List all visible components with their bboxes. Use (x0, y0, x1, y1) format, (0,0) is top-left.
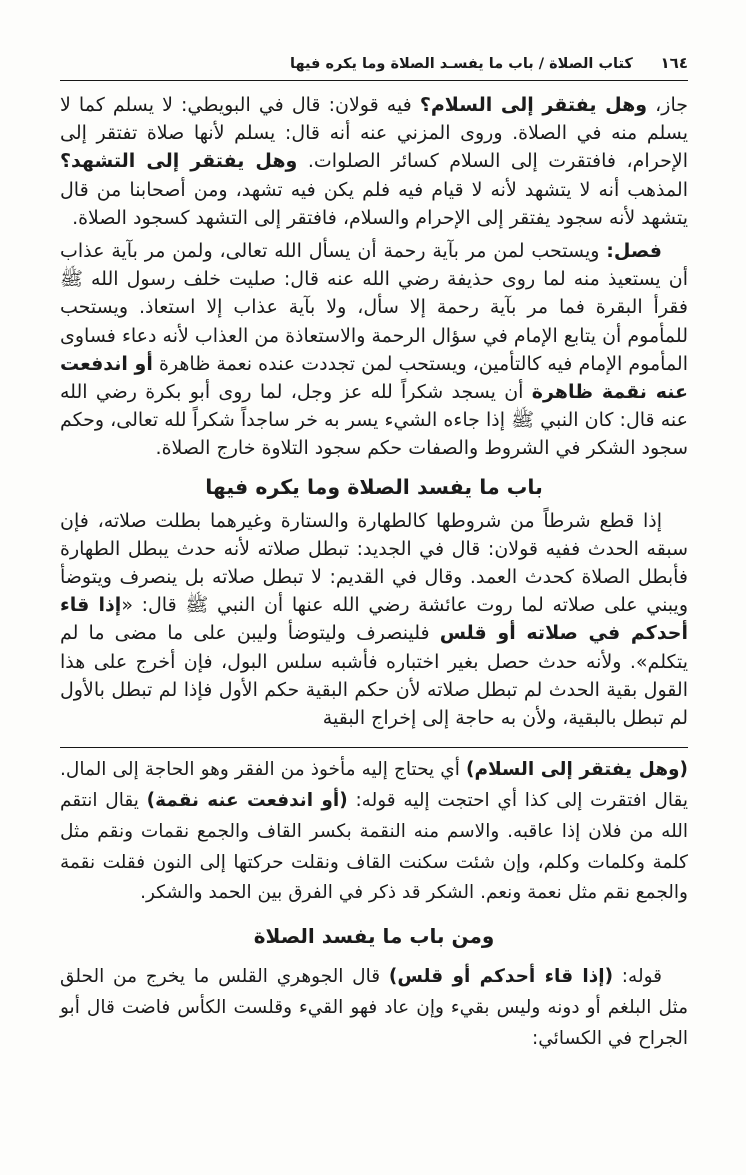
chapter-heading: باب ما يفسد الصلاة وما يكره فيها (205, 474, 543, 499)
paragraph-fasl: فصل: ويستحب لمن مر بآية رحمة أن يسأل الله تعالى، ولمن مر بآية عذاب أن يستعيذ منه لما روى حذيفة رضي الله عنه قال: صليت خلف رسول الله ﷺ فقرأ البقرة فما مر بآية رحمة إلا سأل، ولا بآية عذاب إلا استعاذ. ويستحب للمأموم أن يتابع الإمام في سؤال الرحمة والاستعاذة من العذاب لأنه دعاء فساوى المأموم الإمام فيه كالتأمين، ويستحب لمن تجددت عنده نعمة ظاهرة أو اندفعت عنه نقمة ظاهرة أن يسجد شكراً لله عز وجل، لما روى أبو بكرة رضي الله عنه قال: كان النبي ﷺ إذا جاءه الشيء يسر به خر ساجداً شكراً لله تعالى، وحكم سجود الشكر في الشروط والصفات حكم سجود التلاوة خارج الصلاة. (60, 240, 688, 460)
commentary-text (60, 755, 688, 1054)
header-rule (60, 80, 688, 81)
paragraph-chapter-body: إذا قطع شرطاً من شروطها كالطهارة والستارة وغيرهما بطلت صلاته، فإن سبقه الحدث ففيه قولان: قال في الجديد: تبطل صلاته لأنه حدث يبطل الطهارة فأبطل الصلاة كحدث العمد. وقال في القديم: لا تبطل صلاته بل ينصرف ويتوضأ ويبني على صلاته لما روت عائشة رضي الله عنها أن النبي ﷺ قال: «إذا قاء أحدكم في صلاته أو قلس فلينصرف وليتوضأ وليبن على ما مضى ما لم يتكلم». ولأنه حدث حصل بغير اختباره فأشبه سلس البول، فإن أخرج على هذا القول بقية الحدث لم تبطل صلاته لأن حكم البقية حكم الأول فإذا لم تبطل بالأول لم تبطل بالبقية، ولأن به حاجة إلى إخراج البقية (60, 509, 688, 730)
commentary-paragraph-qawluhu: قوله: (إذا قاء أحدكم أو قلس) قال الجوهري القلس ما يخرج من الحلق مثل البلغم أو دونه وليس بقيء وإن عاد فهو القيء وقلست الكأس فاضت قال أبو الجراح في الكسائي: (60, 966, 688, 1049)
paragraph-continuation: جاز، وهل يفتقر إلى السلام؟ فيه قولان: قال في البويطي: لا يسلم كما لا يسلم منه في الصلاة. وروى المزني عنه أنه قال: يسلم لأنها صلاة تفتقر إلى الإحرام، فافتقرت إلى السلام كسائر الصلوات. وهل يفتقر إلى التشهد؟ المذهب أنه لا يتشهد لأنه لا قيام فيه فلم يكن فيه تشهد، ومن أصحابنا من قال يتشهد لأنه سجود يفتقر إلى الإحرام والسلام، فافتقر إلى التشهد كسجود الصلاة. (60, 94, 689, 229)
running-head-title: كتاب الصلاة / باب ما يفسـد الصلاة وما يكره فيها (290, 56, 633, 72)
main-text (60, 91, 688, 732)
page-number: ١٦٤ (660, 54, 688, 72)
commentary-chapter-heading: ومن باب ما يفسد الصلاة (253, 924, 495, 949)
footnote-divider (60, 747, 688, 748)
running-head (60, 54, 688, 72)
commentary-paragraph-gloss: (وهل يفتقر إلى السلام) أي يحتاج إليه مأخوذ من الفقر وهو الحاجة إلى المال. يقال افتقرت إلى كذا أي احتجت إليه قوله: (أو اندفعت عنه نقمة) يقال انتقم الله من فلان إذا عاقبه. والاسم منه النقمة بكسر القاف والجمع نقمات ونقم مثل كلمة وكلمات وكلم، وإن شئت سكنت القاف ونقلت حركتها إلى النون فقلت نقمة والجمع نقم مثل نعمة ونعم. الشكر قد ذكر في الفرق بين الحمد والشكر. (60, 759, 689, 904)
